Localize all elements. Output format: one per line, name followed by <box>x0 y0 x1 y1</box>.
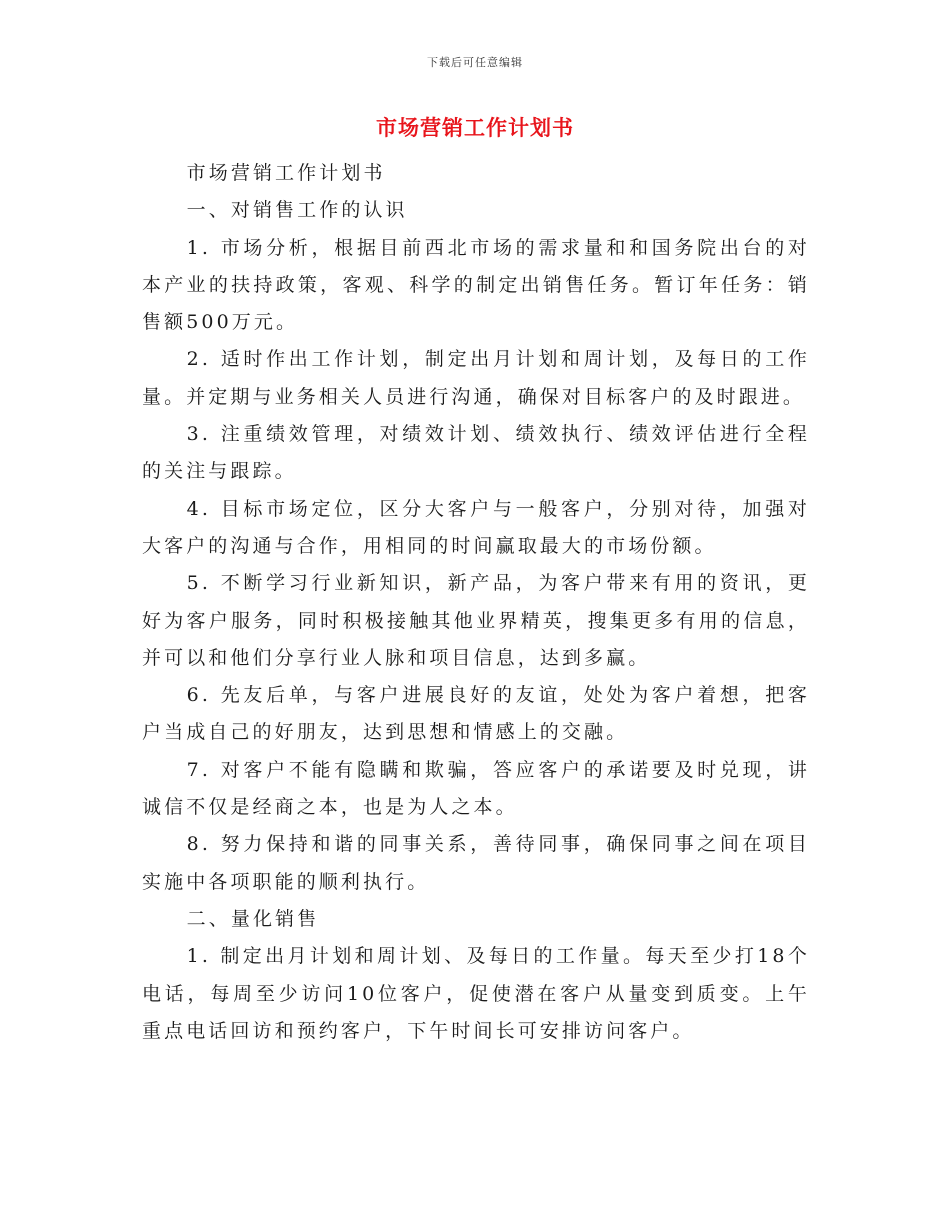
paragraph-1-1: 1. 市场分析，根据目前西北市场的需求量和和国务院出台的对本产业的扶持政策，客观、科学的制定出销售任务。暂订年任务：销售额500万元。 <box>142 236 810 334</box>
section-heading-2: 二、量化销售 <box>186 907 320 930</box>
document-title: 市场营销工作计划书 <box>376 115 574 140</box>
paragraph-1-7: 7. 对客户不能有隐瞒和欺骗，答应客户的承诺要及时兑现，讲诚信不仅是经商之本，也是为人之本。 <box>142 758 810 819</box>
paragraph-2-1: 1. 制定出月计划和周计划、及每日的工作量。每天至少打18个电话，每周至少访问10位客户，促使潜在客户从量变到质变。上午重点电话回访和预约客户，下午时间长可安排访问客户。 <box>142 945 810 1042</box>
paragraph-1-3: 3. 注重绩效管理，对绩效计划、绩效执行、绩效评估进行全程的关注与跟踪。 <box>142 423 810 483</box>
paragraph-1-5: 5. 不断学习行业新知识，新产品，为客户带来有用的资讯，更好为客户服务，同时积极接触其他业界精英，搜集更多有用的信息，并可以和他们分享行业人脉和项目信息，达到多赢。 <box>142 572 810 669</box>
document-body <box>142 155 810 1050</box>
paragraph-1-8: 8. 努力保持和谐的同事关系，善待同事，确保同事之间在项目实施中各项职能的顺利执行。 <box>142 833 810 893</box>
page-header-note: 下载后可任意编辑 <box>427 56 523 69</box>
section-heading-1: 一、对销售工作的认识 <box>186 199 408 222</box>
paragraph-1-4: 4. 目标市场定位，区分大客户与一般客户，分别对待，加强对大客户的沟通与合作，用相同的时间赢取最大的市场份额。 <box>142 497 810 557</box>
paragraph-1-2: 2. 适时作出工作计划，制定出月计划和周计划，及每日的工作量。并定期与业务相关人员进行沟通，确保对目标客户的及时跟进。 <box>142 348 810 408</box>
paragraph-1-6: 6. 先友后单，与客户进展良好的友谊，处处为客户着想，把客户当成自己的好朋友，达到思想和情感上的交融。 <box>142 684 810 744</box>
paragraph-subtitle: 市场营销工作计划书 <box>186 162 386 184</box>
